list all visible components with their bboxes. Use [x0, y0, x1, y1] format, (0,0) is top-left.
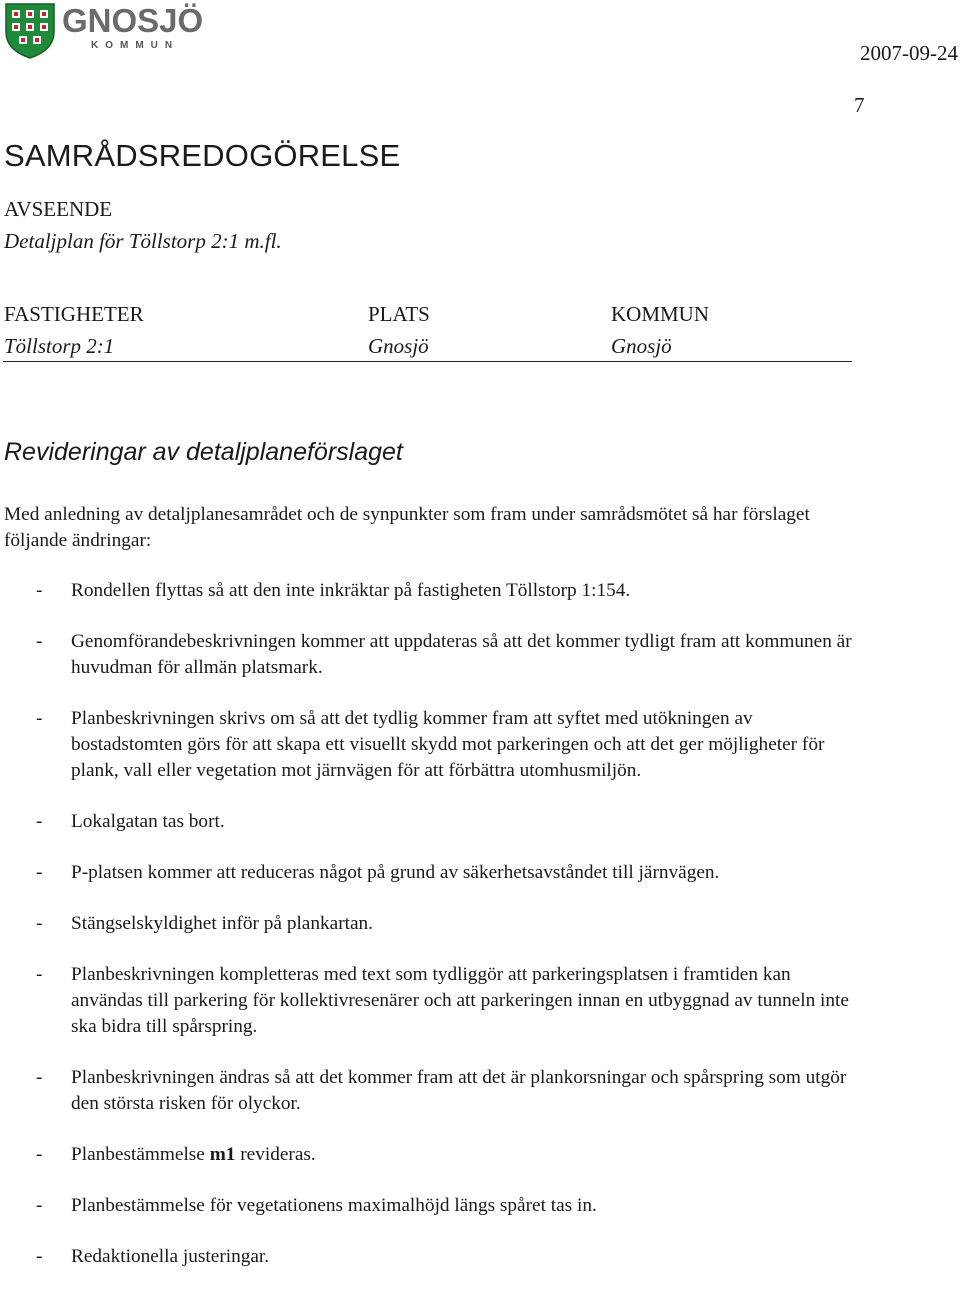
header-kommun: KOMMUN [611, 302, 710, 326]
gnosjo-kommun-logo [4, 2, 204, 60]
logo-wordmark: GNOSJÖ [62, 2, 204, 39]
value-fastigheter: Töllstorp 2:1 [4, 334, 115, 358]
list-dash: - [36, 1067, 43, 1088]
avseende-label: AVSEENDE [4, 197, 113, 221]
list-item [36, 809, 866, 835]
list-item [36, 1065, 866, 1117]
list-item-text: Planbeskrivningen ändras så att det kommer fram att det är plankorsningar och spårspring som utgör den största risken för olyckor. [71, 1067, 847, 1114]
list-item [36, 860, 866, 886]
avseende-value: Detaljplan för Töllstorp 2:1 m.fl. [4, 229, 282, 253]
list-item-text-bold: m1 [209, 1144, 236, 1165]
list-item [36, 706, 866, 784]
list-dash: - [36, 913, 43, 934]
page-number: 7 [854, 93, 865, 117]
list-dash: - [36, 1246, 43, 1267]
list-dash: - [36, 1195, 43, 1216]
list-item-text: Rondellen flyttas så att den inte inkräktar på fastigheten Töllstorp 1:154. [71, 580, 631, 601]
list-item-text: P-platsen kommer att reduceras något på grund av säkerhetsavståndet till järnvägen. [71, 862, 720, 883]
list-item [36, 629, 866, 681]
list-item [36, 1244, 866, 1270]
coat-of-arms-icon [4, 2, 56, 60]
list-item [36, 1193, 866, 1219]
list-item-text-after: revideras. [235, 1144, 316, 1165]
list-item-text: Genomförandebeskrivningen kommer att uppdateras så att det kommer tydligt fram att kommunen är huvudman för allmän platsmark. [71, 631, 852, 678]
list-item-text: Redaktionella justeringar. [71, 1246, 270, 1267]
list-item-text: Lokalgatan tas bort. [71, 811, 225, 832]
list-item-text: Planbeskrivningen kompletteras med text som tydliggör att parkeringsplatsen i framtiden kan användas till parkering för kollektivresenärer och att parkeringen innan en utbyggnad av tunneln inte ska bidra till spårspring. [71, 964, 849, 1037]
section-heading: Revideringar av detaljplaneförslaget [4, 438, 403, 466]
document-date: 2007-09-24 [860, 41, 958, 65]
list-dash: - [36, 631, 43, 652]
list-item-text: Stängselskyldighet inför på plankartan. [71, 913, 374, 934]
header-plats: PLATS [368, 302, 430, 326]
list-item [36, 578, 866, 604]
list-item-text-before: Planbestämmelse [71, 1144, 210, 1165]
list-dash: - [36, 811, 43, 832]
value-plats: Gnosjö [368, 334, 429, 358]
table-divider [3, 361, 852, 362]
document-title: SAMRÅDSREDOGÖRELSE [4, 138, 401, 173]
list-dash: - [36, 964, 43, 985]
list-item-text: Planbeskrivningen skrivs om så att det tydlig kommer fram att syftet med utökningen av bostadstomten görs för att skapa ett visuellt skydd mot parkeringen och att det ger möjligheter för plank, vall eller vegetation mot järnvägen för att förbättra utomhusmiljön. [71, 708, 825, 781]
change-list [36, 578, 866, 1295]
list-item [36, 911, 866, 937]
logo-subtitle: KOMMUN [91, 40, 180, 51]
list-dash: - [36, 580, 43, 601]
list-item-text: Planbestämmelse för vegetationens maximalhöjd längs spåret tas in. [71, 1195, 597, 1216]
list-dash: - [36, 1144, 43, 1165]
list-dash: - [36, 708, 43, 729]
value-kommun: Gnosjö [611, 334, 672, 358]
list-item [36, 962, 866, 1040]
list-item [36, 1142, 866, 1168]
header-fastigheter: FASTIGHETER [4, 302, 144, 326]
list-dash: - [36, 862, 43, 883]
intro-paragraph: Med anledning av detaljplanesamrådet och de synpunkter som fram under samrådsmötet så har förslaget följande ändringar: [4, 504, 810, 551]
